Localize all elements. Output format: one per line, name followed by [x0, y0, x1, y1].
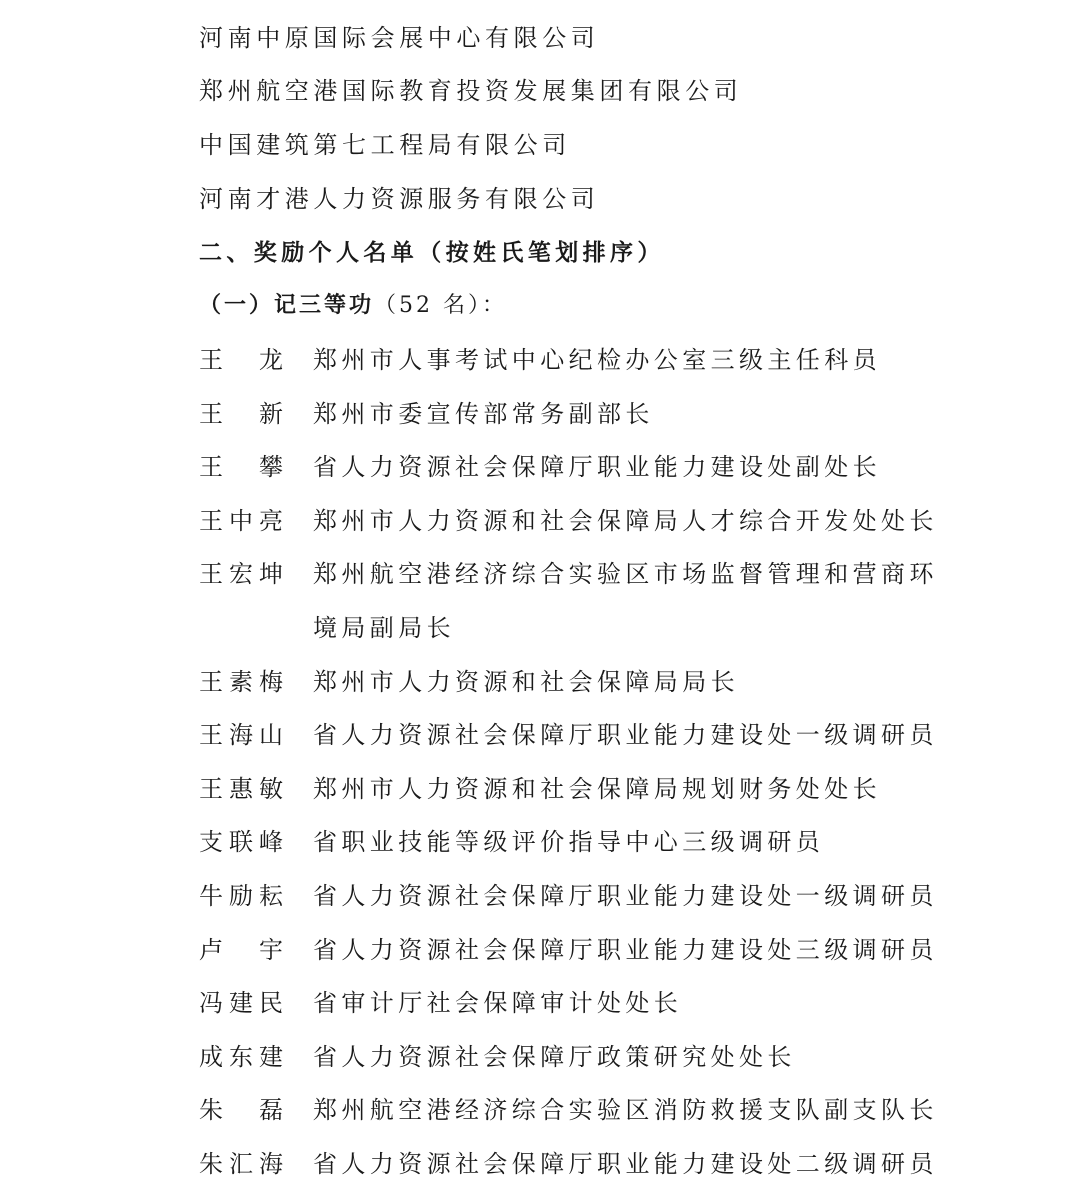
person-name: 王 海 山: [199, 721, 283, 749]
person-name: 王 惠 敏: [199, 775, 283, 803]
person-title: 郑州市人力资源和社会保障局局长: [313, 668, 739, 696]
person-name: 冯 建 民: [199, 989, 283, 1017]
person-name: 朱 磊: [199, 1096, 283, 1124]
person-title: 省人力资源社会保障厅职业能力建设处三级调研员: [313, 936, 938, 964]
person-title: 省职业技能等级评价指导中心三级调研员: [313, 828, 825, 856]
person-title: 省人力资源社会保障厅职业能力建设处二级调研员: [313, 1150, 938, 1178]
person-title: 郑州市人事考试中心纪检办公室三级主任科员: [313, 346, 881, 374]
organization-line: 郑州航空港国际教育投资发展集团有限公司: [199, 77, 743, 105]
person-name: 王 宏 坤: [199, 560, 283, 588]
person-title: 省审计厅社会保障审计处处长: [313, 989, 683, 1017]
person-name: 王 素 梅: [199, 668, 283, 696]
organization-line: 河南中原国际会展中心有限公司: [199, 24, 600, 52]
person-name: 王 攀: [199, 453, 283, 481]
person-title: 省人力资源社会保障厅职业能力建设处一级调研员: [313, 721, 938, 749]
person-title: 郑州航空港经济综合实验区市场监督管理和营商环: [313, 560, 938, 588]
person-title: 郑州市人力资源和社会保障局规划财务处处长: [313, 775, 881, 803]
subsection-prefix: （一）记三等功: [199, 293, 375, 318]
person-name: 朱 汇 海: [199, 1150, 283, 1178]
person-name: 卢 宇: [199, 936, 283, 964]
subsection-count: （52 名）：: [374, 293, 508, 318]
person-title: 省人力资源社会保障厅职业能力建设处副处长: [313, 453, 881, 481]
person-name: 牛 励 耘: [199, 882, 283, 910]
person-title: 郑州市委宣传部常务副部长: [313, 400, 654, 428]
organization-line: 中国建筑第七工程局有限公司: [199, 131, 571, 159]
person-title: 郑州市人力资源和社会保障局人才综合开发处处长: [313, 507, 938, 535]
person-title-continuation: 境局副局长: [313, 614, 455, 642]
subsection-heading: [199, 279, 507, 333]
person-title: 省人力资源社会保障厅职业能力建设处一级调研员: [313, 882, 938, 910]
person-name: 成 东 建: [199, 1043, 283, 1071]
person-title: 郑州航空港经济综合实验区消防救援支队副支队长: [313, 1096, 938, 1124]
organization-line: 河南才港人力资源服务有限公司: [199, 185, 600, 213]
person-name: 王 龙: [199, 346, 283, 374]
person-name: 王 中 亮: [199, 507, 283, 535]
person-title: 省人力资源社会保障厅政策研究处处长: [313, 1043, 796, 1071]
person-name: 王 新: [199, 400, 283, 428]
section-heading: 二、奖励个人名单（按姓氏笔划排序）: [199, 240, 665, 266]
person-name: 支 联 峰: [199, 828, 283, 856]
